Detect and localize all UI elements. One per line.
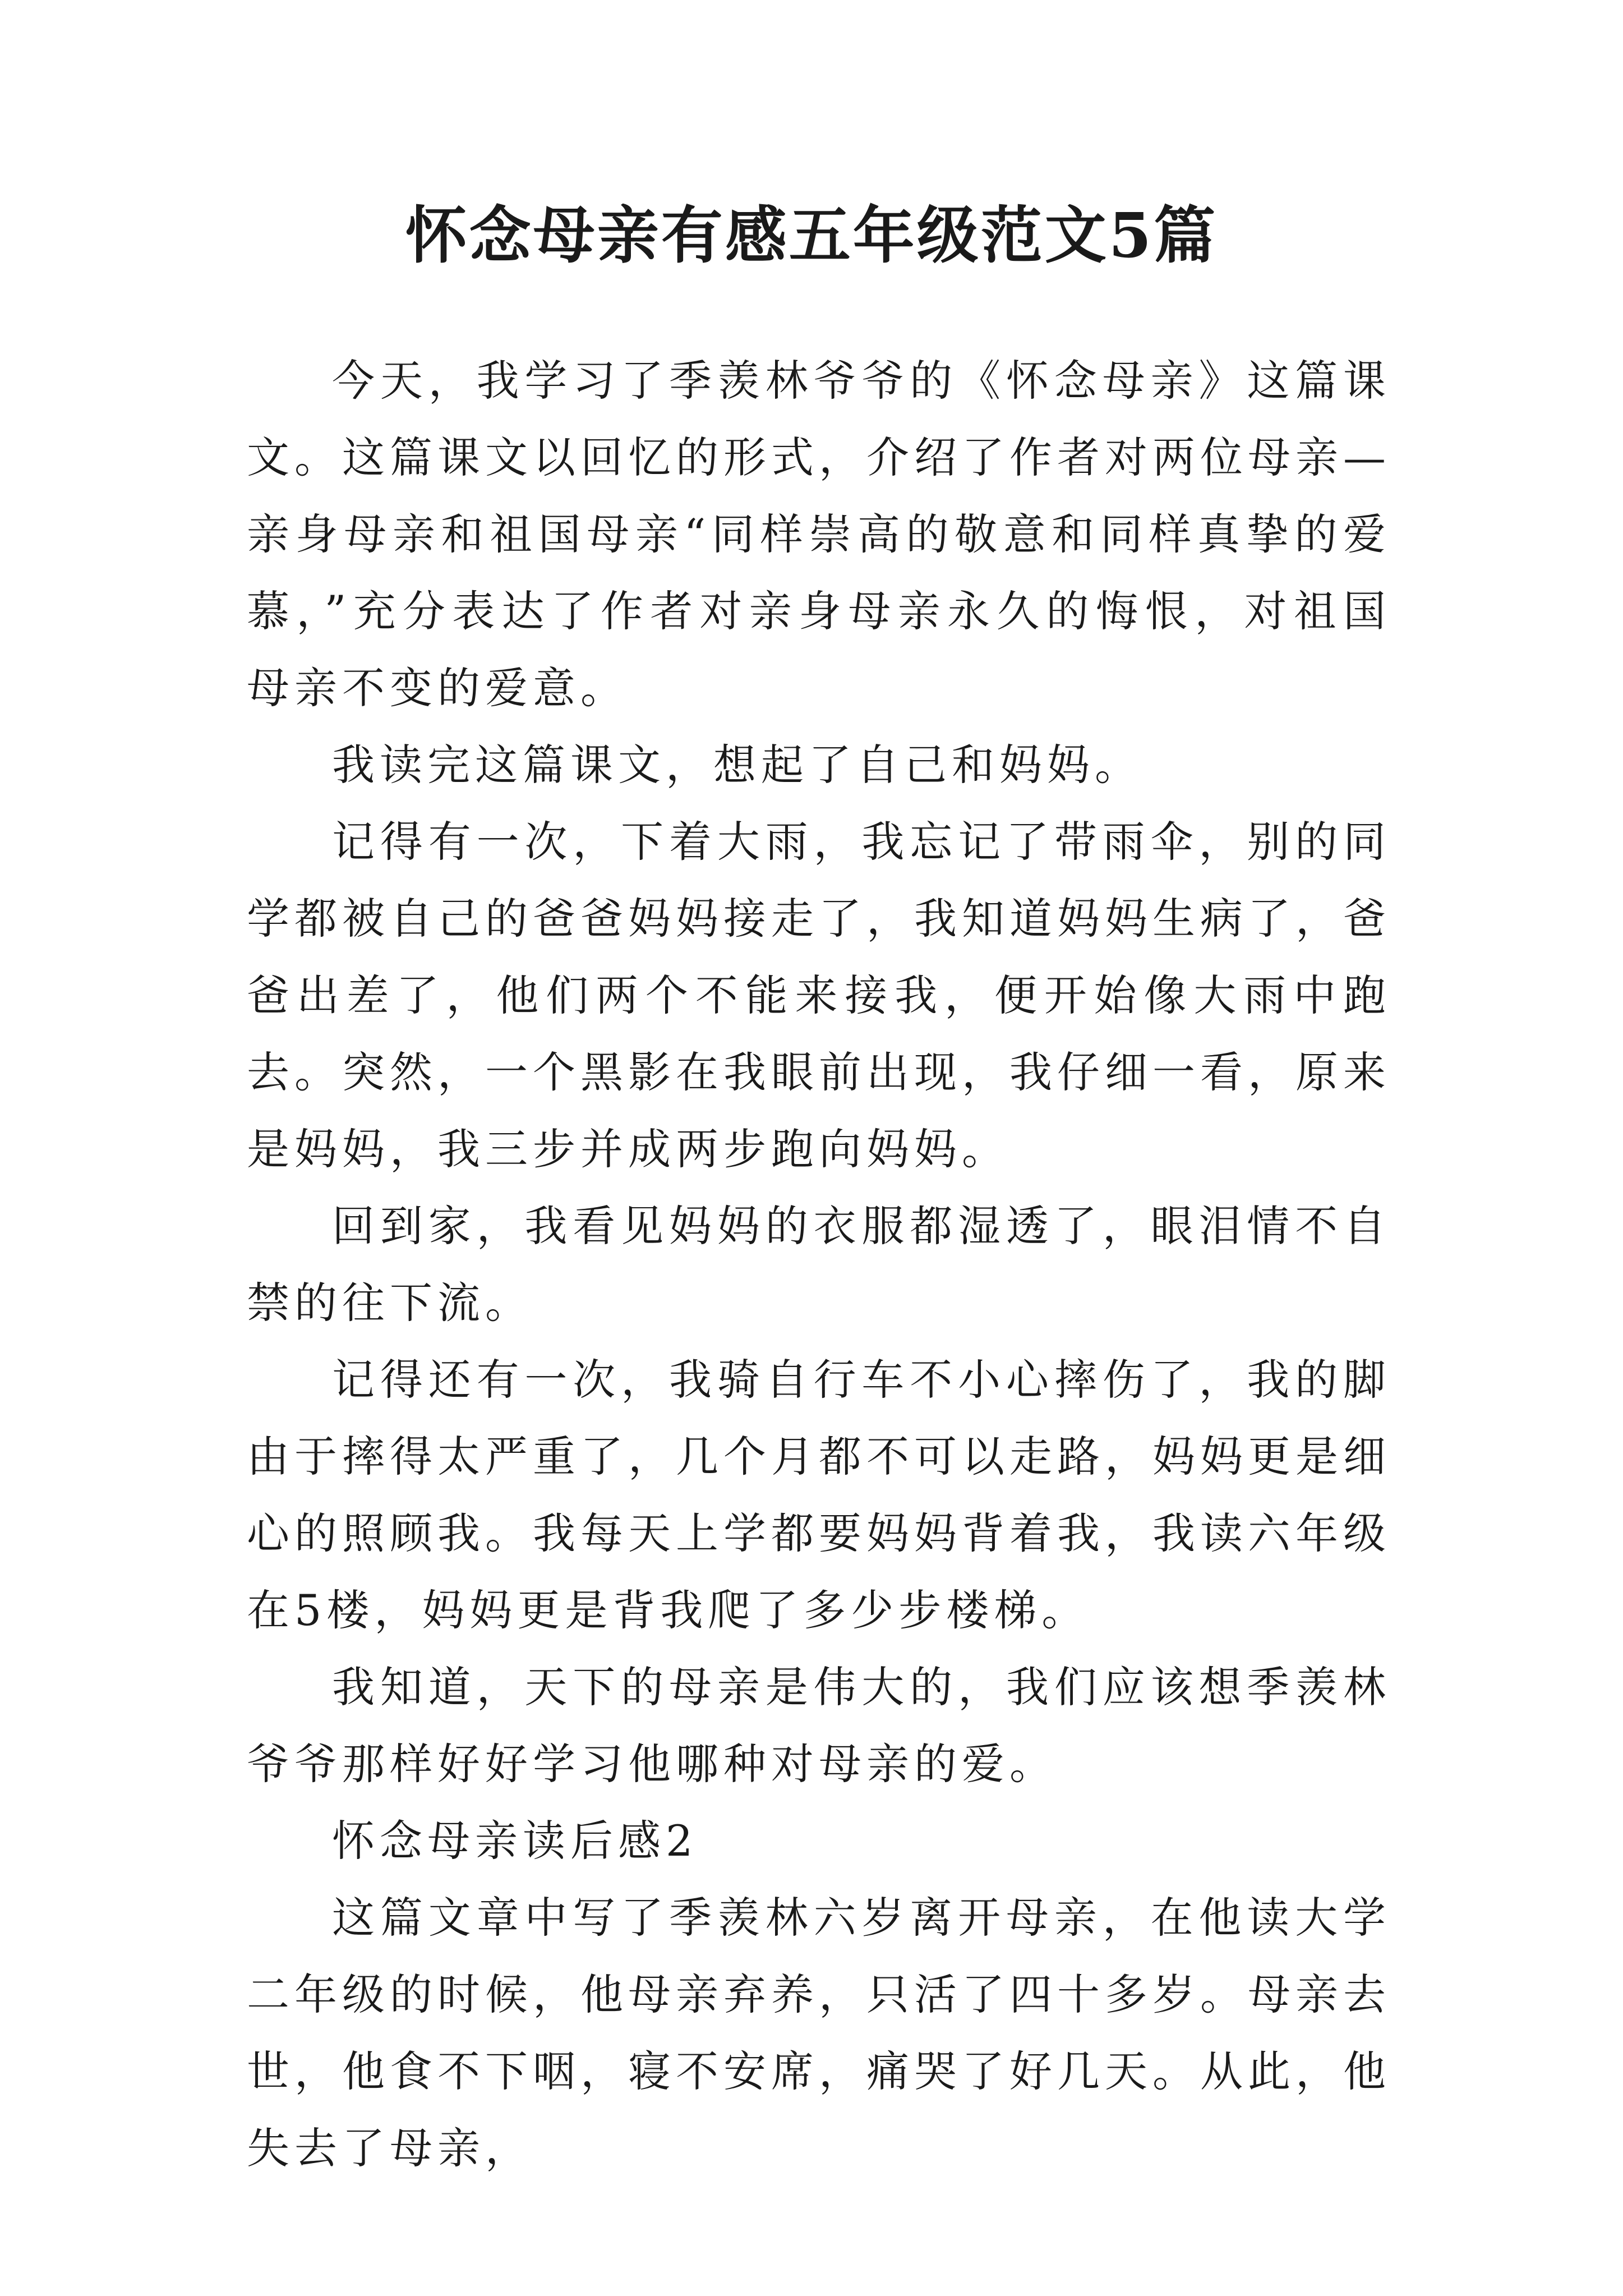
paragraph: 我读完这篇课文，想起了自己和妈妈。: [332, 740, 1142, 790]
document-body: [247, 342, 1391, 2187]
paragraph: 回到家，我看见妈妈的衣服都湿透了，眼泪情不自禁的往下流。: [247, 1201, 1391, 1328]
paragraph: 今天，我学习了季羡林爷爷的《怀念母亲》这篇课文。这篇课文以回忆的形式，介绍了作者对两位母亲—亲身母亲和祖国母亲“同样崇高的敬意和同样真挚的爱慕，”充分表达了作者对亲身母亲永久的悔恨，对祖国母亲不变的爱意。: [247, 356, 1391, 713]
document-title: 怀念母亲有感五年级范文5篇: [405, 199, 1218, 272]
section-heading: 怀念母亲读后感2: [332, 1816, 698, 1866]
paragraph: 记得有一次，下着大雨，我忘记了带雨伞，别的同学都被自己的爸爸妈妈接走了，我知道妈妈生病了，爸爸出差了，他们两个不能来接我，便开始像大雨中跑去。突然，一个黑影在我眼前出现，我仔细一看，原来是妈妈，我三步并成两步跑向妈妈。: [247, 817, 1391, 1174]
paragraph: 我知道，天下的母亲是伟大的，我们应该想季羡林爷爷那样好好学习他哪种对母亲的爱。: [247, 1662, 1391, 1789]
paragraph: 这篇文章中写了季羡林六岁离开母亲，在他读大学二年级的时候，他母亲弃养，只活了四十多岁。母亲去世，他食不下咽，寝不安席，痛哭了好几天。从此，他失去了母亲，: [247, 1893, 1391, 2173]
paragraph: 记得还有一次，我骑自行车不小心摔伤了，我的脚由于摔得太严重了，几个月都不可以走路，妈妈更是细心的照顾我。我每天上学都要妈妈背着我，我读六年级在5楼，妈妈更是背我爬了多少步楼梯。: [247, 1355, 1391, 1635]
